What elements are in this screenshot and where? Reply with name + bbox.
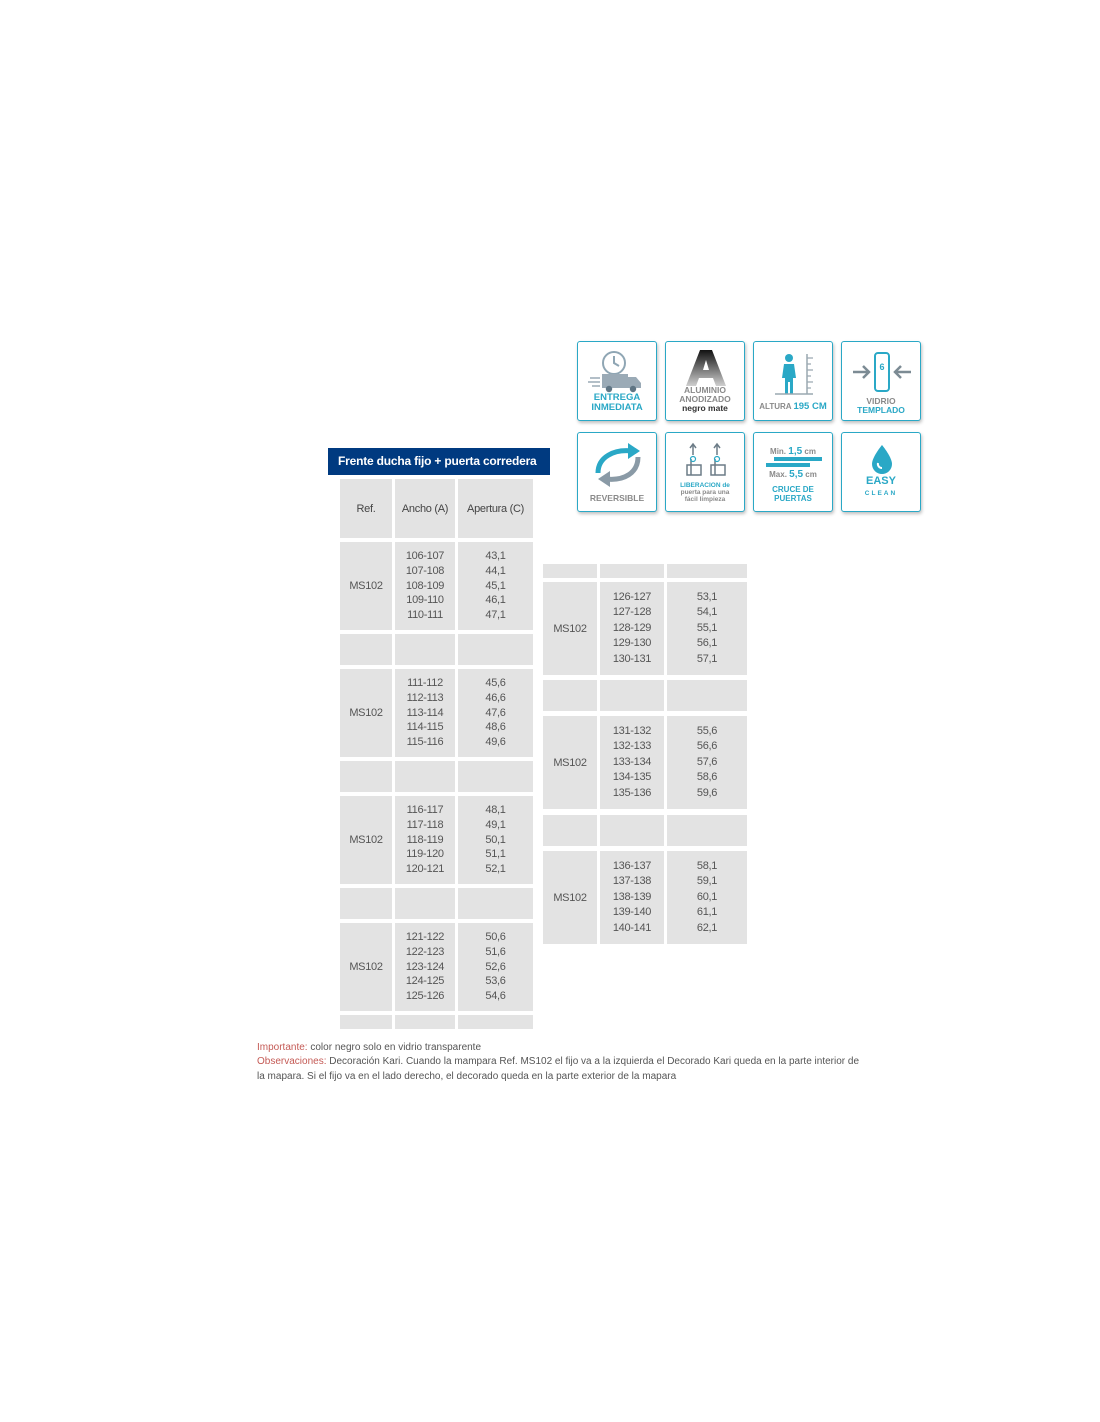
row-ref: MS102: [543, 851, 597, 944]
apertura-value: 58,1: [696, 859, 718, 872]
apertura-value: 48,6: [485, 721, 506, 734]
spacer-cell: [340, 761, 392, 792]
row-ancho: [600, 582, 664, 675]
row-ancho: [600, 716, 664, 809]
ancho-value: 133-134: [612, 755, 652, 768]
ancho-value: 111-112: [407, 677, 443, 690]
spacer-cell: [667, 815, 747, 846]
tile-label-line-1: CRUCE DE: [772, 485, 814, 494]
row-apertura: [667, 716, 747, 809]
spacer-cell: [458, 761, 533, 792]
tile-label-line-2: ANODIZADO: [679, 394, 731, 404]
note-observaciones-label: Observaciones:: [257, 1056, 327, 1068]
apertura-value: 55,6: [696, 724, 718, 737]
apertura-value: 51,1: [485, 848, 506, 861]
apertura-value: 51,6: [485, 945, 506, 958]
feature-tile-delivery: [577, 341, 657, 421]
spacer-cell: [543, 815, 597, 846]
apertura-value: 52,1: [485, 863, 506, 876]
spacer-cell: [340, 634, 392, 665]
feature-tile-reversible: [577, 432, 657, 512]
feature-tile-release: [665, 432, 745, 512]
ancho-value: 125-126: [405, 990, 445, 1003]
tile-label-line-2: PUERTAS: [774, 494, 812, 503]
row-ref: MS102: [340, 669, 392, 757]
ancho-value: 115-116: [406, 736, 444, 749]
ancho-value: 123-124: [405, 960, 445, 973]
apertura-value: 53,1: [696, 590, 718, 603]
ancho-value: 113-114: [406, 706, 444, 719]
ancho-value: 121-122: [405, 931, 445, 944]
ancho-value: 140-141: [612, 921, 652, 934]
overlap-max-label: Max.: [769, 470, 787, 479]
height-prefix: ALTURA: [759, 402, 794, 411]
row-apertura: [458, 669, 533, 757]
apertura-value: 55,1: [696, 621, 718, 634]
row-ancho: [395, 669, 455, 757]
truck-clock-icon: [588, 348, 648, 394]
spacer-cell: [543, 680, 597, 711]
row-ancho: [600, 851, 664, 944]
ancho-value: 114-115: [406, 721, 444, 734]
feature-tile-easy-clean: [841, 432, 921, 512]
row-ref: MS102: [340, 796, 392, 884]
overlap-min: [754, 447, 832, 456]
ancho-value: 107-108: [405, 564, 445, 577]
tile-label-line-1: VIDRIO: [866, 396, 896, 406]
apertura-value: 46,1: [485, 594, 506, 607]
ancho-value: 120-121: [405, 863, 445, 876]
spacer-cell: [395, 888, 455, 919]
table-title: Frente ducha fijo + puerta corredera: [328, 448, 550, 475]
spacer-cell: [395, 1015, 455, 1029]
ancho-value: 127-128: [612, 606, 652, 619]
row-apertura: [458, 796, 533, 884]
tile-label-line-2: puerta para una: [680, 489, 730, 496]
ancho-value: 132-133: [612, 740, 652, 753]
spacer-cell: [600, 680, 664, 711]
glass-thickness-badge: 6: [879, 362, 885, 372]
apertura-value: 54,6: [485, 990, 506, 1003]
ancho-value: 119-120: [406, 848, 444, 861]
apertura-value: 48,1: [485, 804, 506, 817]
tile-label-line-1: EASY: [866, 475, 896, 487]
apertura-value: 49,1: [485, 818, 506, 831]
apertura-value: 59,6: [696, 786, 718, 799]
aluminium-letter-icon: [686, 348, 726, 386]
overlap-min-value: 1,5: [788, 446, 803, 457]
row-apertura: [458, 542, 533, 630]
overlap-max: [754, 470, 832, 479]
ancho-value: 117-118: [406, 818, 444, 831]
tile-label-line-2: TEMPLADO: [857, 405, 905, 415]
ancho-value: 139-140: [612, 906, 652, 919]
height-person-icon: [769, 352, 819, 396]
overlap-min-label: Min.: [770, 447, 787, 456]
apertura-value: 50,1: [485, 833, 506, 846]
ancho-value: 135-136: [612, 786, 652, 799]
note-importante: [257, 1041, 867, 1055]
apertura-value: 45,6: [485, 677, 506, 690]
ancho-value: 136-137: [612, 859, 652, 872]
spacer-cell: [340, 1015, 392, 1029]
feature-tile-overlap: [753, 432, 833, 512]
feature-tile-aluminium: [665, 341, 745, 421]
tile-label-line-3: negro mate: [682, 403, 728, 413]
spacer-cell: [543, 564, 597, 578]
ancho-value: 134-135: [612, 771, 652, 784]
tempered-glass-icon: [849, 350, 915, 394]
apertura-value: 60,1: [696, 890, 718, 903]
row-apertura: [667, 582, 747, 675]
row-apertura: [458, 923, 533, 1011]
apertura-value: 47,6: [485, 706, 506, 719]
spacer-cell: [395, 761, 455, 792]
row-ref: MS102: [340, 542, 392, 630]
spacer-cell: [458, 888, 533, 919]
tile-label-line-1: ALUMINIO: [683, 385, 727, 395]
tile-label-line-1: REVERSIBLE: [589, 493, 645, 503]
ancho-value: 110-111: [407, 609, 443, 622]
ancho-value: 116-117: [406, 804, 444, 817]
apertura-value: 57,6: [696, 755, 718, 768]
apertura-value: 56,1: [696, 637, 718, 650]
apertura-value: 53,6: [485, 975, 506, 988]
spacer-cell: [340, 888, 392, 919]
row-ref: MS102: [543, 582, 597, 675]
ancho-value: 118-119: [406, 833, 444, 846]
row-ref: MS102: [543, 716, 597, 809]
ancho-value: 109-110: [406, 594, 444, 607]
ancho-value: 131-132: [612, 724, 652, 737]
easy-clean-drop-icon: [867, 443, 897, 475]
row-ancho: [395, 796, 455, 884]
note-importante-label: Importante:: [257, 1042, 308, 1053]
feature-tile-height: [753, 341, 833, 421]
note-importante-text: color negro solo en vidrio transparente: [307, 1042, 482, 1053]
apertura-value: 62,1: [696, 921, 718, 934]
apertura-value: 43,1: [485, 550, 506, 563]
tile-label-line-1: LIBERACION de: [680, 482, 730, 489]
apertura-value: 52,6: [485, 960, 506, 973]
ancho-value: 137-138: [612, 875, 652, 888]
apertura-value: 59,1: [696, 875, 718, 888]
spacer-cell: [395, 634, 455, 665]
tile-label-line-1: ENTREGA: [593, 392, 641, 403]
note-observaciones: [257, 1055, 867, 1084]
overlap-bars-icon: [764, 457, 824, 469]
spacer-cell: [667, 564, 747, 578]
apertura-value: 58,6: [696, 771, 718, 784]
hand-release-icon: [681, 441, 731, 481]
notes: [257, 1041, 867, 1084]
tile-label-height: [754, 402, 832, 411]
tile-label-line-2: INMEDIATA: [591, 402, 643, 413]
spacer-cell: [667, 680, 747, 711]
spacer-cell: [458, 634, 533, 665]
row-ref: MS102: [340, 923, 392, 1011]
reversible-arrows-icon: [588, 439, 648, 489]
apertura-value: 61,1: [696, 906, 718, 919]
ancho-value: 106-107: [405, 550, 445, 563]
height-value: 195 CM: [793, 401, 827, 412]
apertura-value: 46,6: [485, 691, 506, 704]
tile-label-line-2: CLEAN: [864, 490, 898, 497]
header-apertura: Apertura (C): [458, 479, 533, 538]
note-observaciones-text: Decoración Kari. Cuando la mampara Ref. MS102 el fijo va a la izquierda el Decorado Kari queda en la parte interior de la mapara. Si el fijo va en el lado derecho, el decorado queda en la parte exterior de la mapara: [257, 1056, 859, 1082]
overlap-max-value: 5,5: [789, 469, 804, 480]
feature-tile-glass: [841, 341, 921, 421]
apertura-value: 44,1: [485, 564, 506, 577]
ancho-value: 122-123: [405, 945, 445, 958]
row-ancho: [395, 923, 455, 1011]
tile-label-line-3: fácil limpieza: [684, 496, 726, 503]
ancho-value: 108-109: [405, 579, 445, 592]
ancho-value: 138-139: [612, 890, 652, 903]
row-ancho: [395, 542, 455, 630]
ancho-value: 128-129: [612, 621, 652, 634]
apertura-value: 49,6: [485, 736, 506, 749]
apertura-value: 54,1: [696, 606, 718, 619]
apertura-value: 47,1: [485, 609, 506, 622]
spacer-cell: [600, 564, 664, 578]
header-ancho: Ancho (A): [395, 479, 455, 538]
overlap-min-unit: cm: [804, 447, 816, 456]
header-ref: Ref.: [340, 479, 392, 538]
apertura-value: 56,6: [696, 740, 718, 753]
apertura-value: 57,1: [696, 652, 718, 665]
row-apertura: [667, 851, 747, 944]
apertura-value: 50,6: [485, 931, 506, 944]
ancho-value: 129-130: [612, 637, 652, 650]
ancho-value: 130-131: [612, 652, 652, 665]
overlap-max-unit: cm: [805, 470, 817, 479]
ancho-value: 124-125: [405, 975, 445, 988]
apertura-value: 45,1: [485, 579, 506, 592]
ancho-value: 126-127: [612, 590, 652, 603]
spacer-cell: [458, 1015, 533, 1029]
spacer-cell: [600, 815, 664, 846]
ancho-value: 112-113: [406, 691, 444, 704]
